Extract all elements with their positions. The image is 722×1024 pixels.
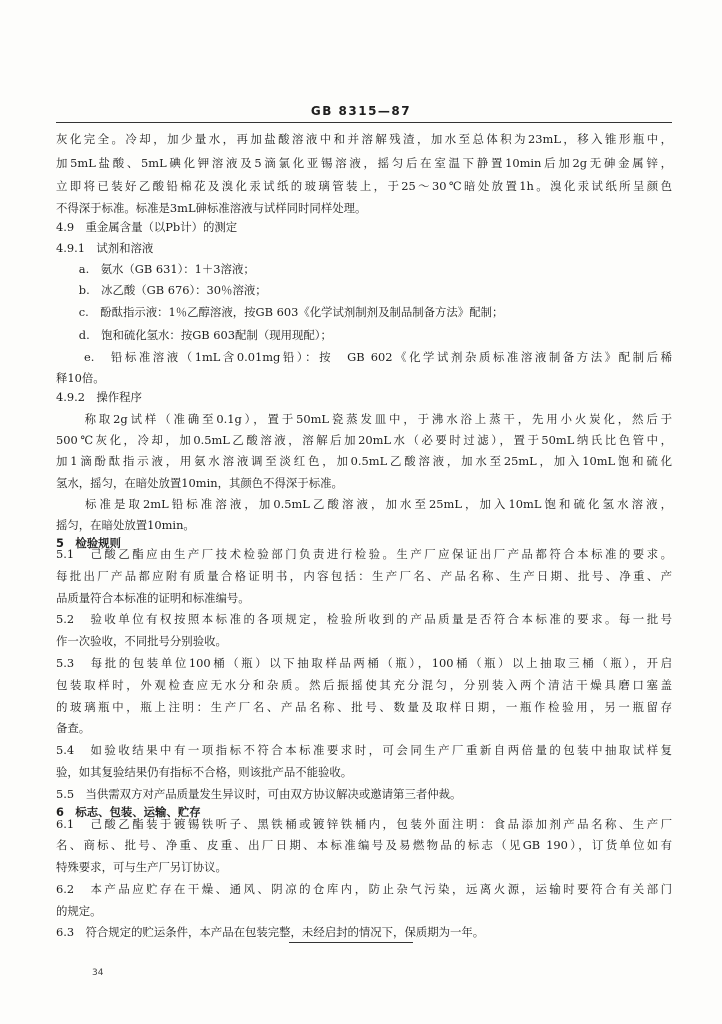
text-line: 释10倍。 bbox=[56, 371, 105, 385]
text-line: 6.2 本产品应贮存在干燥、通风、阴凉的仓库内，防止杂气污染，远离火源，运输时要符合有关部门 bbox=[56, 882, 672, 896]
text-line: 加1滴酚酞指示液，用氨水溶液调至淡红色，加0.5mL乙酸溶液，加水至25mL，加入10mL饱和硫化 bbox=[56, 454, 672, 468]
text-line: 特殊要求，可与生产厂另订协议。 bbox=[56, 860, 227, 874]
text-line: 5.1 己酸乙酯应由生产厂技术检验部门负责进行检验。生产厂应保证出厂产品都符合本标准的要求。 bbox=[56, 547, 672, 561]
text-line: 的规定。 bbox=[56, 904, 102, 918]
text-line: 加5mL盐酸、5mL碘化钾溶液及5滴氯化亚锡溶液，摇匀后在室温下静置10min后加2g无砷金属锌， bbox=[56, 156, 672, 170]
text-line: 5.4 如验收结果中有一项指标不符合本标准要求时，可会同生产厂重新自两倍量的包装中抽取试样复 bbox=[56, 743, 672, 757]
text-line: 的玻璃瓶中，瓶上注明：生产厂名、产品名称、批号、数量及取样日期，一瓶作检验用，另一瓶留存 bbox=[56, 700, 672, 714]
clause-heading: b. 冰乙酸（GB 676）：30％溶液； bbox=[56, 283, 267, 297]
text-line: 灰化完全。冷却，加少量水，再加盐酸溶液中和并溶解残渣，加水至总体积为23mL，移入锥形瓶中， bbox=[56, 132, 672, 146]
text-line: 作一次验收，不同批号分别验收。 bbox=[56, 634, 227, 648]
text-line: 氢水，摇匀，在暗处放置10min，其颜色不得深于标准。 bbox=[56, 476, 343, 490]
text-line: 5.2 验收单位有权按照本标准的各项规定，检验所收到的产品质量是否符合本标准的要求。每一批号 bbox=[56, 612, 672, 626]
text-line: 5.3 每批的包装单位100桶（瓶）以下抽取样品两桶（瓶），100桶（瓶）以上抽取三桶（瓶），开启 bbox=[56, 656, 672, 670]
clause-heading: c. 酚酞指示液：1％乙醇溶液，按GB 603《化学试剂制剂及制品制备方法》配制； bbox=[56, 305, 504, 319]
footer-rule bbox=[289, 942, 413, 943]
page-number: 34 bbox=[92, 968, 104, 978]
text-line: 品质量符合本标准的证明和标准编号。 bbox=[56, 591, 250, 605]
text-line: 6.3 符合规定的贮运条件，本产品在包装完整，未经启封的情况下，保质期为一年。 bbox=[56, 925, 485, 939]
section-heading: 5 检验规则 bbox=[56, 536, 121, 550]
text-line: 称取2g试样（准确至0.1g），置于50mL瓷蒸发皿中，于沸水浴上蒸干，先用小火炭化，然后于 bbox=[56, 412, 672, 426]
text-line: 标准是取2mL铅标准溶液，加0.5mL乙酸溶液，加水至25mL，加入10mL饱和硫化氢水溶液， bbox=[56, 497, 672, 511]
clause-heading: d. 饱和硫化氢水：按GB 603配制（现用现配）； bbox=[56, 328, 332, 342]
clause-heading: 4.9.2 操作程序 bbox=[56, 390, 142, 404]
section-heading: 6 标志、包装、运输、贮存 bbox=[56, 805, 201, 819]
text-line: 备查。 bbox=[56, 721, 91, 735]
text-line: 每批出厂产品都应附有质量合格证明书，内容包括：生产厂名、产品名称、生产日期、批号、净重、产 bbox=[56, 569, 672, 583]
clause-heading: 4.9.1 试剂和溶液 bbox=[56, 241, 154, 255]
header-rule bbox=[56, 122, 672, 123]
clause-heading: a. 氨水（GB 631）：1＋3溶液； bbox=[56, 262, 255, 276]
text-line: 500℃灰化，冷却，加0.5mL乙酸溶液，溶解后加20mL水（必要时过滤），置于50mL纳氏比色管中， bbox=[56, 433, 672, 447]
standard-code-header: GB 8315—87 bbox=[310, 104, 412, 118]
text-line: 验，如其复验结果仍有指标不合格，则该批产品不能验收。 bbox=[56, 765, 353, 779]
text-line: 立即将已装好乙酸铅棉花及溴化汞试纸的玻璃管装上，于25～30℃暗处放置1h。溴化汞试纸所呈颜色 bbox=[56, 179, 672, 193]
text-line: e. 铅标准溶液（1mL含0.01mg铅）：按 GB 602《化学试剂杂质标准溶液制备方法》配制后稀 bbox=[56, 350, 672, 364]
text-line: 6.1 己酸乙酯装于镀锡铁听子、黑铁桶或镀锌铁桶内，包装外面注明：食品添加剂产品名称、生产厂 bbox=[56, 817, 672, 831]
clause-heading: 4.9 重金属含量（以Pb计）的测定 bbox=[56, 220, 238, 234]
text-line: 摇匀，在暗处放置10min。 bbox=[56, 518, 195, 532]
text-line: 5.5 当供需双方对产品质量发生异议时，可由双方协议解决或邀请第三者仲裁。 bbox=[56, 787, 462, 801]
text-line: 包装取样时，外观检查应无水分和杂质。然后振摇使其充分混匀，分别装入两个清洁干燥具磨口塞盖 bbox=[56, 678, 672, 692]
text-line: 不得深于标准。标准是3mL砷标准溶液与试样同时同样处理。 bbox=[56, 201, 367, 215]
text-line: 名、商标、批号、净重、皮重、出厂日期、本标准编号及易燃物品的标志（见GB 190），订货单位如有 bbox=[56, 838, 672, 852]
